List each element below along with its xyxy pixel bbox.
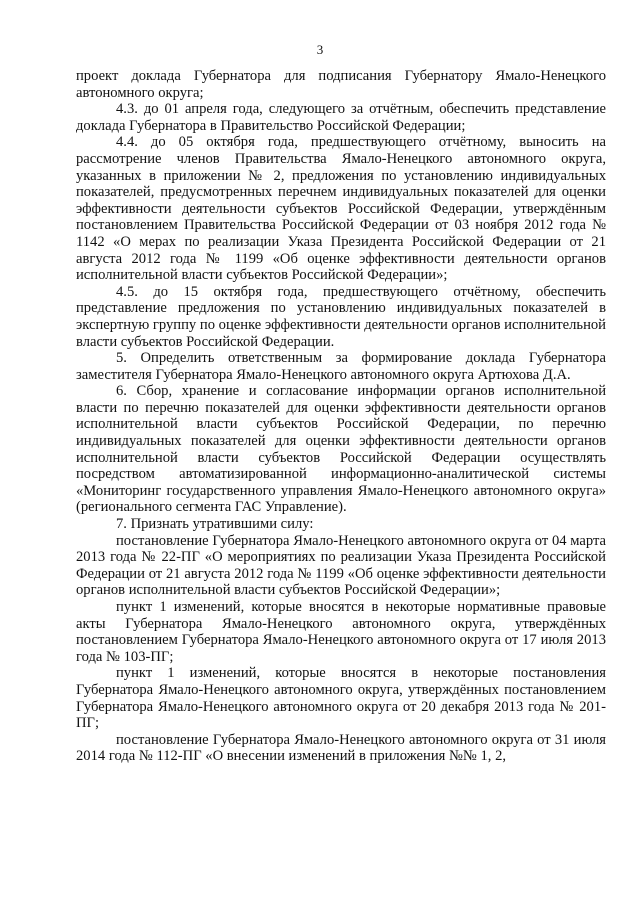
paragraph-4-3: 4.3. до 01 апреля года, следующего за отчётным, обеспечить представление доклада Губернатора в Правительство Российской Федерации; xyxy=(76,101,606,134)
paragraph-4-4: 4.4. до 05 октября года, предшествующего отчётному, выносить на рассмотрение членов Правительства Ямало-Ненецкого автономного округа, указанных в приложении № 2, предложения по установлению индивидуальных показателей, предусмотренных перечнем индивидуальных показателей для оценки эффективности деятельности субъектов Российской Федерации, утверждённым постановлением Правительства Российской Федерации от 03 ноября 2012 года № 1142 «О мерах по реализации Указа Президента Российской Федерации от 21 августа 2012 года № 1199 «Об оценке эффективности деятельности органов исполнительной власти субъектов Российской Федерации»; xyxy=(76,134,606,284)
paragraph-5: 5. Определить ответственным за формирование доклада Губернатора заместителя Губернатора Ямало-Ненецкого автономного округа Артюхова Д.А. xyxy=(76,350,606,383)
page-number: 3 xyxy=(316,42,324,57)
repealed-item-3: пункт 1 изменений, которые вносятся в некоторые постановления Губернатора Ямало-Ненецкого автономного округа, утверждённых постановлением Губернатора Ямало-Ненецкого автономного округа от 20 декабря 2013 года № 201-ПГ; xyxy=(76,665,606,732)
repealed-item-4: постановление Губернатора Ямало-Ненецкого автономного округа от 31 июля 2014 года № 112-ПГ «О внесении изменений в приложения №№ 1, 2, xyxy=(76,731,606,765)
paragraph-7: 7. Признать утратившими силу: xyxy=(116,516,314,533)
paragraph-continuation: проект доклада Губернатора для подписания Губернатору Ямало-Ненецкого автономного округа; xyxy=(76,68,606,101)
document-body xyxy=(76,68,606,765)
repealed-item-1: постановление Губернатора Ямало-Ненецкого автономного округа от 04 марта 2013 года № 22-ПГ «О мероприятиях по реализации Указа Президента Российской Федерации от 21 августа 2012 года № 1199 «Об оценке эффективности деятельности органов исполнительной власти субъектов Российской Федерации»; xyxy=(76,532,606,599)
repealed-item-2: пункт 1 изменений, которые вносятся в некоторые нормативные правовые акты Губернатора Ямало-Ненецкого автономного округа, утверждённых постановлением Губернатора Ямало-Ненецкого автономного округа от 17 июля 2013 года № 103-ПГ; xyxy=(76,599,606,665)
paragraph-6: 6. Сбор, хранение и согласование информации органов исполнительной власти по перечню показателей для оценки эффективности деятельности органов исполнительной власти субъектов Российской Федерации, по перечню индивидуальных показателей для оценки эффективности деятельности органов исполнительной власти субъектов Российской Федерации осуществлять посредством автоматизированной информационно-аналитической системы «Мониторинг государственного управления Ямало-Ненецкого автономного округа» (регионального сегмента ГАС Управление). xyxy=(76,383,606,516)
paragraph-4-5: 4.5. до 15 октября года, предшествующего отчётному, обеспечить представление предложения по установлению индивидуальных показателей в экспертную группу по оценке эффективности деятельности органов исполнительной власти субъектов Российской Федерации. xyxy=(76,283,606,350)
